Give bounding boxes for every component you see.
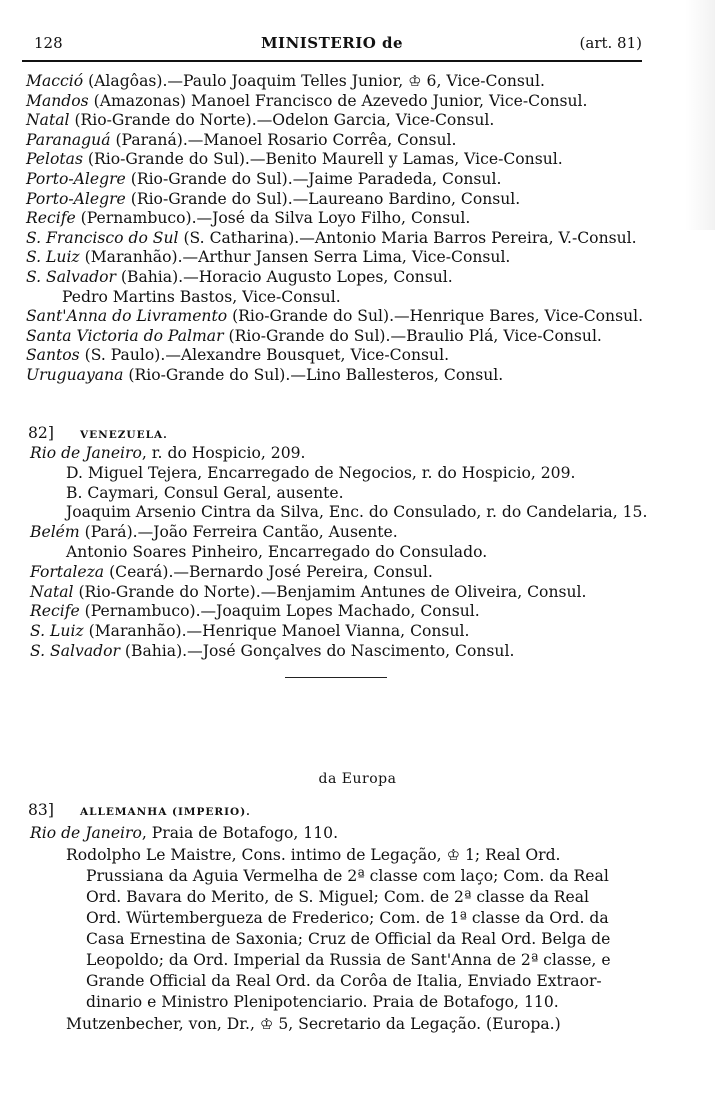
running-title: MINISTERIO de	[260, 34, 404, 52]
list-item	[26, 366, 503, 385]
section-divider	[285, 677, 387, 678]
city-name: Fortaleza	[30, 562, 105, 581]
city-name: Mandos	[26, 91, 89, 110]
list-item	[26, 268, 453, 287]
page-header	[22, 34, 642, 58]
list-item	[26, 327, 602, 346]
list-item	[26, 111, 494, 130]
city-name: Natal	[26, 111, 70, 130]
list-item	[26, 72, 545, 91]
entry-text: (Rio-Grande do Sul).—Laureano Bardino, Consul.	[125, 189, 521, 208]
entry-text: 1; Real Ord.	[460, 846, 561, 864]
entry-text: B. Caymari, Consul Geral, ausente.	[66, 483, 344, 502]
entry-text: (S. Paulo).—Alexandre Bousquet, Vice-Consul.	[79, 346, 450, 365]
entry-text: (Maranhão).—Henrique Manoel Vianna, Consul.	[83, 622, 470, 641]
entry-text: 5, Secretario da Legação. (Europa.)	[273, 1015, 561, 1033]
list-item	[30, 642, 514, 661]
city-name: S. Salvador	[30, 642, 120, 660]
list-item	[26, 229, 637, 248]
entry-text: Antonio Soares Pinheiro, Encarregado do Consulado.	[66, 543, 488, 561]
section-country: ALLEMANHA (IMPERIO).	[80, 806, 251, 818]
city-name: S. Francisco do Sul	[26, 228, 179, 247]
section-number: 83]	[28, 801, 54, 819]
entry-text: Pedro Martins Bastos, Vice-Consul.	[62, 287, 341, 306]
list-item	[30, 444, 306, 463]
section-heading-venezuela	[28, 424, 168, 445]
city-name: Macció	[26, 72, 84, 90]
city-name: Natal	[30, 582, 74, 601]
entry-text: (Pernambuco).—José da Silva Loyo Filho, Consul.	[75, 209, 471, 228]
list-item	[66, 503, 647, 522]
le-maistre-line-8: dinario e Ministro Plenipotenciario. Praia de Botafogo, 110.	[86, 993, 559, 1011]
address-text: , Praia de Botafogo, 110.	[141, 824, 339, 842]
entry-text: (Maranhão).—Arthur Jansen Serra Lima, Vice-Consul.	[79, 248, 511, 267]
entry-text: Joaquim Arsenio Cintra da Silva, Enc. do Consulado, r. do Candelaria, 15.	[66, 503, 648, 522]
le-maistre-line-7: Grande Official da Real Ord. da Corôa de Italia, Enviado Extraor-	[86, 972, 602, 990]
europe-heading	[0, 771, 715, 787]
city-name: S. Luiz	[30, 622, 84, 641]
le-maistre-line-2: Prussiana da Aguia Vermelha de 2ª classe com laço; Com. da Real	[86, 867, 609, 885]
city-name: Paranaguá	[26, 130, 111, 149]
entry-text: D. Miguel Tejera, Encarregado de Negocios, r. do Hospicio, 209.	[66, 463, 576, 482]
list-item	[30, 583, 586, 602]
entry-text: (Pernambuco).—Joaquim Lopes Machado, Consul.	[79, 602, 480, 621]
city-name: Rio de Janeiro	[30, 824, 142, 842]
entry-text: (Bahia).—Horacio Augusto Lopes, Consul.	[115, 268, 453, 286]
list-item	[30, 602, 480, 621]
list-item	[26, 150, 563, 169]
city-name: Recife	[30, 602, 80, 621]
entry-text: (Ceará).—Bernardo José Pereira, Consul.	[104, 562, 433, 581]
entry-text: (Bahia).—José Gonçalves do Nascimento, Consul.	[119, 642, 515, 660]
entry-text: (Rio-Grande do Sul).—Lino Ballesteros, Consul.	[123, 366, 504, 384]
europe-heading-text: da Europa	[318, 771, 397, 787]
list-item	[26, 92, 588, 111]
header-rule	[22, 60, 642, 62]
list-item	[26, 307, 643, 326]
allemanha-address	[30, 824, 338, 843]
entry-text: (Amazonas) Manoel Francisco de Azevedo Junior, Vice-Consul.	[88, 91, 588, 110]
entry-text: (Rio-Grande do Norte).—Benjamim Antunes de Oliveira, Consul.	[73, 582, 587, 601]
list-item	[26, 170, 501, 189]
entry-text: 6, Vice-Consul.	[421, 72, 545, 90]
city-name: Porto-Alegre	[26, 189, 126, 208]
list-item	[26, 248, 510, 267]
list-item	[26, 346, 449, 365]
order-insignia-icon: ♔	[446, 846, 461, 864]
entry-text: (Rio-Grande do Sul).—Henrique Bares, Vice-Consul.	[227, 307, 644, 326]
list-item	[26, 209, 470, 228]
section-number: 82]	[28, 424, 54, 442]
city-name: S. Luiz	[26, 248, 80, 267]
list-item	[26, 190, 520, 209]
entry-text: (Rio-Grande do Sul).—Jaime Paradeda, Consul.	[125, 170, 502, 188]
le-maistre-line-6: Leopoldo; da Ord. Imperial da Russia de Sant'Anna de 2ª classe, e	[86, 951, 611, 969]
list-item	[30, 523, 398, 542]
city-name: S. Salvador	[26, 268, 116, 286]
page-edge-shadow	[685, 0, 715, 230]
city-name: Santa Victoria do Palmar	[26, 326, 224, 345]
city-name: Belém	[30, 523, 80, 542]
city-name: Sant'Anna do Livramento	[26, 307, 228, 326]
entry-text: , r. do Hospicio, 209.	[141, 444, 306, 462]
article-reference: (art. 81)	[579, 34, 642, 52]
entry-text: (Paraná).—Manoel Rosario Corrêa, Consul.	[110, 130, 457, 149]
le-maistre-line-3: Ord. Bavara do Merito, de S. Miguel; Com. de 2ª classe da Real	[86, 888, 590, 906]
list-item	[66, 464, 575, 483]
page-number: 128	[34, 34, 63, 52]
city-name: Pelotas	[26, 150, 83, 169]
section-heading-allemanha	[28, 801, 251, 822]
section-country: VENEZUELA.	[80, 429, 168, 441]
entry-text: (Rio-Grande do Sul).—Braulio Plá, Vice-Consul.	[223, 326, 602, 345]
entry-text: Mutzenbecher, von, Dr.,	[66, 1015, 260, 1033]
city-name: Porto-Alegre	[26, 170, 126, 188]
list-item	[26, 131, 456, 150]
entry-text: (Alagôas).—Paulo Joaquim Telles Junior,	[83, 72, 409, 90]
city-name: Uruguayana	[26, 366, 124, 384]
entry-text: (Pará).—João Ferreira Cantão, Ausente.	[79, 523, 398, 542]
le-maistre-line-1	[66, 846, 561, 865]
mutzenbecher-entry	[66, 1015, 561, 1034]
city-name: Rio de Janeiro	[30, 444, 142, 462]
entry-text: (Rio-Grande do Sul).—Benito Maurell y Lamas, Vice-Consul.	[82, 150, 563, 169]
list-item	[66, 484, 344, 503]
le-maistre-line-4: Ord. Würtembergueza de Frederico; Com. de 1ª classe da Ord. da	[86, 909, 609, 927]
list-item	[30, 563, 433, 582]
order-insignia-icon: ♔	[259, 1015, 274, 1033]
city-name: Santos	[26, 346, 80, 365]
city-name: Recife	[26, 209, 76, 228]
entry-text: (Rio-Grande do Norte).—Odelon Garcia, Vice-Consul.	[69, 111, 495, 130]
list-item	[66, 543, 487, 562]
entry-text: (S. Catharina).—Antonio Maria Barros Pereira, V.-Consul.	[178, 228, 637, 247]
list-item	[30, 622, 469, 641]
le-maistre-line-5: Casa Ernestina de Saxonia; Cruz de Official da Real Ord. Belga de	[86, 930, 611, 948]
entry-text: Rodolpho Le Maistre, Cons. intimo de Legação,	[66, 846, 447, 864]
list-item	[62, 288, 341, 307]
order-insignia-icon: ♔	[408, 72, 422, 90]
